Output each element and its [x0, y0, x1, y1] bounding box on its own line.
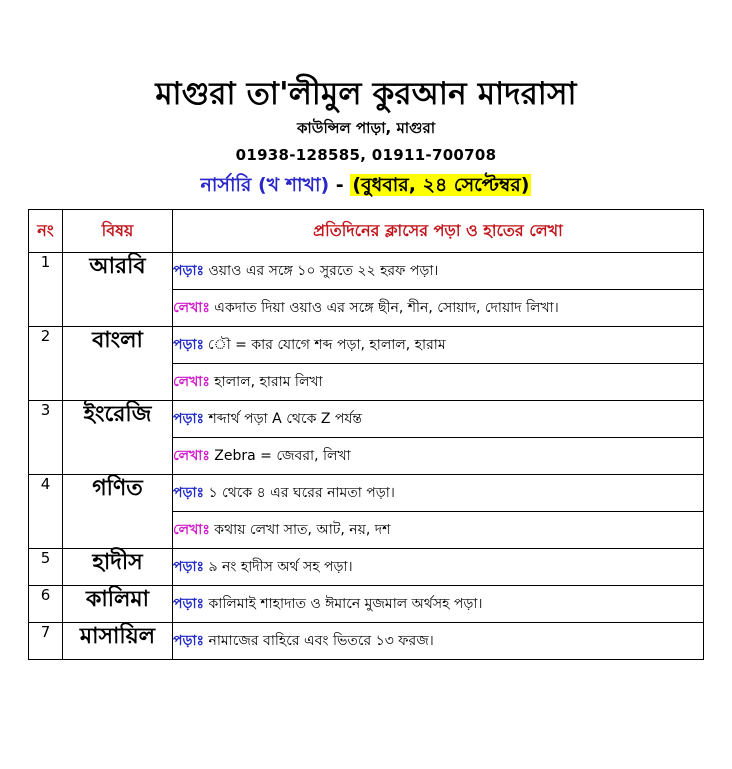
- subject-name: কালিমা: [63, 586, 173, 623]
- row-number: 3: [29, 401, 63, 475]
- read-task: [173, 401, 704, 438]
- write-task: [173, 290, 704, 327]
- header-lesson: প্রতিদিনের ক্লাসের পড়া ও হাতের লেখা: [173, 210, 704, 253]
- write-task: [173, 438, 704, 475]
- class-name: নার্সারি (খ শাখা): [200, 174, 330, 196]
- read-label: পড়াঃ: [173, 485, 205, 501]
- school-title: মাগুরা তা'লীমুল কুরআন মাদরাসা: [155, 76, 577, 112]
- read-text: নামাজের বাহিরে এবং ভিতরে ১৩ ফরজ।: [208, 633, 434, 649]
- table-row: [29, 253, 704, 290]
- write-label: লেখাঃ: [173, 522, 210, 538]
- read-label: পড়াঃ: [173, 411, 205, 427]
- table-row: [29, 623, 704, 660]
- subject-name: আরবি: [63, 253, 173, 327]
- read-task: [173, 549, 704, 586]
- school-address: কাউন্সিল পাড়া, মাগুরা: [296, 119, 436, 137]
- table-row: [29, 549, 704, 586]
- read-task: [173, 327, 704, 364]
- row-number: 5: [29, 549, 63, 586]
- read-label: পড়াঃ: [173, 633, 205, 649]
- subject-name: বাংলা: [63, 327, 173, 401]
- write-task: [173, 512, 704, 549]
- write-text: একদাত দিয়া ওয়াও এর সঙ্গে ছীন, শীন, সোয়াদ, দোয়াদ লিখা।: [214, 300, 559, 316]
- write-text: হালাল, হারাম লিখা: [214, 374, 323, 390]
- table-row: [29, 327, 704, 364]
- row-number: 6: [29, 586, 63, 623]
- read-text: ৌ = কার যোগে শব্দ পড়া, হালাল, হারাম: [230, 337, 446, 353]
- schedule-table: [28, 209, 704, 660]
- read-text: ওয়াও এর সঙ্গে ১০ সুরতে ২২ হরফ পড়া।: [208, 263, 439, 279]
- separator: -: [335, 174, 344, 196]
- date-highlight: (বুধবার, ২৪ সেপ্টেম্বর): [352, 174, 530, 196]
- subject-name: হাদীস: [63, 549, 173, 586]
- row-number: 7: [29, 623, 63, 660]
- write-label: লেখাঃ: [173, 374, 210, 390]
- class-date-line: [0, 172, 732, 198]
- write-label: লেখাঃ: [173, 300, 210, 316]
- read-label: পড়াঃ: [173, 337, 205, 353]
- read-task: [173, 623, 704, 660]
- header-no: নং: [29, 210, 63, 253]
- read-label: পড়াঃ: [173, 263, 205, 279]
- write-label: লেখাঃ: [173, 448, 210, 464]
- write-text: কথায় লেখা সাত, আট, নয়, দশ: [214, 522, 391, 538]
- read-label: পড়াঃ: [173, 596, 205, 612]
- write-text: Zebra = জেবরা, লিখা: [214, 448, 351, 464]
- read-task: [173, 253, 704, 290]
- read-task: [173, 586, 704, 623]
- read-text: ১ থেকে ৪ এর ঘরের নামতা পড়া।: [208, 485, 395, 501]
- table-row: [29, 475, 704, 512]
- write-task: [173, 364, 704, 401]
- row-number: 2: [29, 327, 63, 401]
- header-subject: বিষয়: [63, 210, 173, 253]
- subject-name: ইংরেজি: [63, 401, 173, 475]
- read-text: ৯ নং হাদীস অর্থ সহ পড়া।: [208, 559, 353, 575]
- row-number: 4: [29, 475, 63, 549]
- schedule-body: [29, 253, 704, 660]
- table-header-row: [29, 210, 704, 253]
- row-number: 1: [29, 253, 63, 327]
- read-label: পড়াঃ: [173, 559, 205, 575]
- subject-name: গণিত: [63, 475, 173, 549]
- subject-name: মাসায়িল: [63, 623, 173, 660]
- phone-numbers: 01938-128585, 01911-700708: [235, 146, 497, 164]
- table-row: [29, 586, 704, 623]
- read-text: কালিমাই শাহাদাত ও ঈমানে মুজমাল অর্থসহ পড়া।: [208, 596, 483, 612]
- table-row: [29, 401, 704, 438]
- read-task: [173, 475, 704, 512]
- read-text: শব্দার্থ পড়া A থেকে Z পর্যন্ত: [208, 411, 363, 427]
